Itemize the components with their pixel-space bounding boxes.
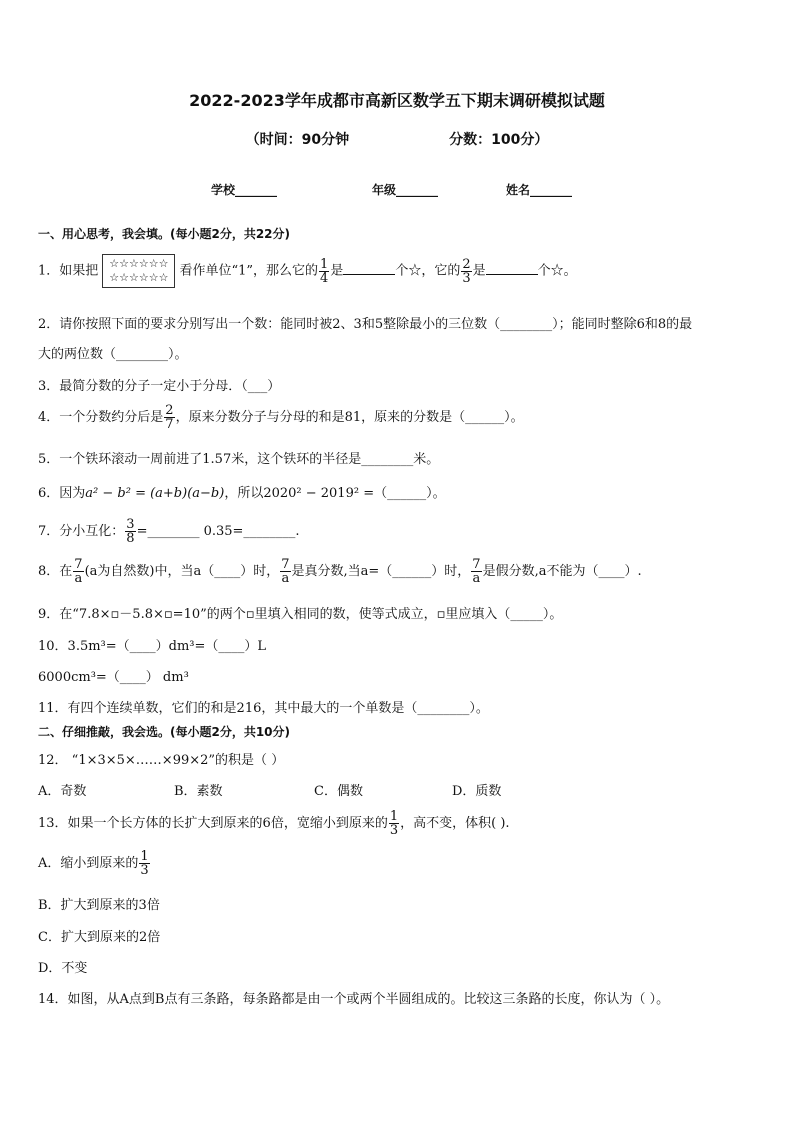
grade-field[interactable]: 年级_______: [372, 183, 439, 197]
question-11: 11．有四个连续单数，它们的和是216，其中最大的一个单数是（________）。: [38, 701, 489, 716]
question-4: [38, 404, 524, 431]
fraction: $\frac{2}{7}$: [165, 403, 174, 432]
q4-text: ，原来分数分子与分母的和是81，原来的分数是（______）。: [175, 410, 524, 425]
school-field[interactable]: 学校_______: [211, 183, 278, 197]
section-2-heading: 二、仔细推敲，我会选。(每小题2分，共10分): [38, 725, 291, 739]
question-9: 9．在“7.8×▫－5.8×▫=10”的两个▫里填入相同的数，使等式成立，▫里应填入（_____）。: [38, 607, 563, 622]
stars-row-2: ☆☆☆☆☆☆: [109, 271, 169, 284]
option-d[interactable]: D．质数: [452, 784, 502, 799]
question-8: [38, 558, 642, 585]
exam-score: 分数：100分）: [449, 132, 549, 148]
star-box: [102, 254, 175, 288]
q6-text: ，所以2020² − 2019² =（______）。: [224, 486, 446, 501]
fraction: $\frac{1}{3}$: [140, 849, 149, 878]
option-b[interactable]: B．素数: [174, 784, 223, 799]
q6-text: 6．因为: [38, 486, 86, 501]
question-5: 5．一个铁环滚动一周前进了1.57米，这个铁环的半径是________米。: [38, 452, 440, 467]
question-6: [38, 482, 446, 501]
question-3: 3．最简分数的分子一定小于分母．（___）: [38, 379, 281, 394]
q13-text: 13．如果一个长方体的长扩大到原来的6倍，宽缩小到原来的: [38, 816, 388, 831]
name-field[interactable]: 姓名_______: [506, 183, 573, 197]
question-2-line-2: 大的两位数（________）。: [38, 347, 188, 362]
fraction: $\frac{1}{3}$: [389, 809, 399, 838]
answer-blank[interactable]: [486, 262, 538, 275]
fraction: $\frac{7}{a}$: [472, 557, 481, 586]
fraction: $\frac{7}{a}$: [74, 557, 83, 586]
exam-meta: [0, 129, 794, 149]
q1-text: 是: [472, 263, 486, 279]
option-a[interactable]: [38, 850, 151, 877]
fraction: $\frac{7}{a}$: [281, 557, 290, 586]
option-d[interactable]: D．不变: [38, 961, 88, 976]
question-2-line-1: 2．请你按照下面的要求分别写出一个数：能同时被2、3和5整除最小的三位数（________）；能同时整除6和8的最: [38, 317, 693, 332]
formula: a² − b² = (a+b)(a−b): [85, 486, 225, 501]
option-c[interactable]: C．偶数: [314, 784, 363, 799]
section-1-heading: 一、用心思考，我会填。(每小题2分，共22分): [38, 227, 291, 241]
fraction: $\frac{1}{4}$: [320, 256, 329, 286]
question-10-line-2: 6000cm³=（____） dm³: [38, 670, 189, 685]
q1-text: 个☆。: [537, 263, 577, 279]
stars-row-1: ☆☆☆☆☆☆: [109, 257, 169, 270]
q8-text: 8．在: [38, 564, 73, 579]
q1-text: 1．如果把: [38, 263, 99, 279]
fraction: $\frac{2}{3}$: [462, 256, 471, 286]
q4-text: 4．一个分数约分后是: [38, 410, 164, 425]
page-title: 2022-2023学年成都市高新区数学五下期末调研模拟试题: [189, 91, 605, 110]
answer-blank[interactable]: [343, 262, 395, 275]
question-7: [38, 518, 300, 545]
question-10-line-1: 10．3.5m³=（____）dm³=（____）L: [38, 639, 267, 654]
q13-text: ，高不变，体积( ).: [400, 816, 510, 831]
q1-text: 个☆，它的: [395, 263, 461, 279]
q7-text: 7．分小互化：: [38, 524, 125, 539]
question-14: 14．如图，从A点到B点有三条路，每条路都是由一个或两个半圆组成的。比较这三条路的长度，你认为（ ）。: [38, 992, 670, 1007]
q1-text: 是: [330, 263, 344, 279]
question-13: [38, 810, 510, 837]
question-1: [38, 254, 577, 288]
option-a[interactable]: A．奇数: [38, 784, 87, 799]
question-12: 12． “1×3×5×……×99×2”的积是（ ）: [38, 753, 285, 768]
option-a-text: A．缩小到原来的: [38, 856, 139, 871]
q7-text: =________ 0.35=________.: [136, 524, 300, 539]
q8-text: (a为自然数)中，当a（____）时，: [84, 564, 280, 579]
q8-text: 是真分数,当a=（______）时，: [291, 564, 471, 579]
option-c[interactable]: C．扩大到原来的2倍: [38, 930, 161, 945]
exam-time: （时间：90分钟: [245, 132, 350, 148]
fraction: $\frac{3}{8}$: [126, 517, 135, 546]
option-b[interactable]: B．扩大到原来的3倍: [38, 898, 160, 913]
q8-text: 是假分数,a不能为（____）.: [482, 564, 642, 579]
q1-text: 看作单位“1”，那么它的: [179, 263, 319, 279]
